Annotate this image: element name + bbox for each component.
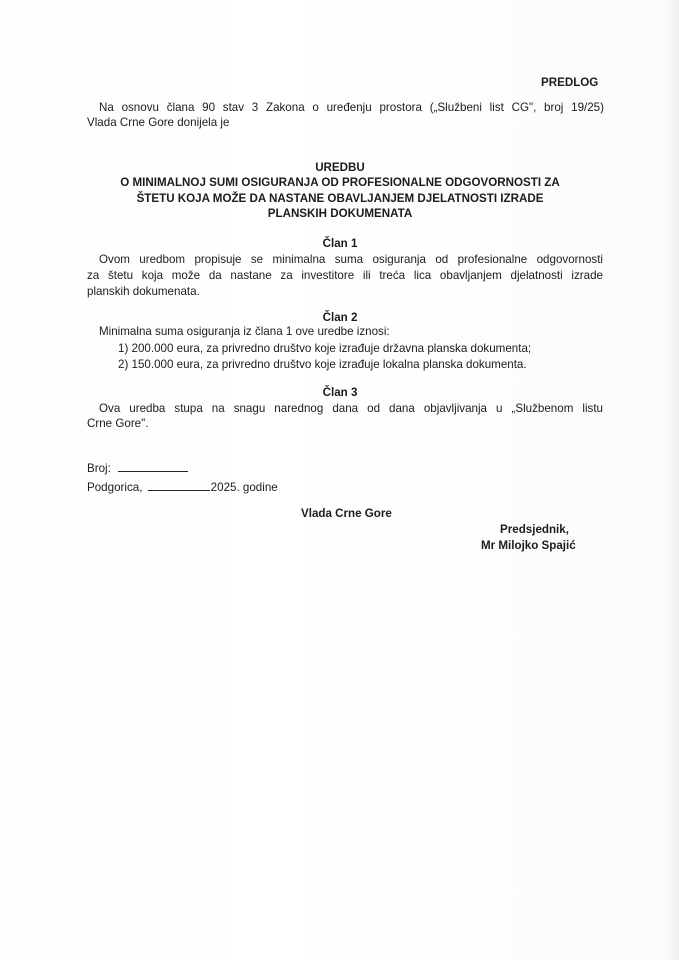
article-1-line-2: za štetu koja može da nastane za investitore ili treća lica obavljanjem djelatnosti izrade (87, 269, 603, 282)
signatory-title: Predsjednik, (500, 523, 569, 536)
article-3-line-2: Crne Gore". (87, 417, 149, 430)
broj-blank-line (118, 460, 188, 472)
broj-label: Broj: (87, 462, 111, 475)
title-line-2: O MINIMALNOJ SUMI OSIGURANJA OD PROFESIONALNE ODGOVORNOSTI ZA (120, 176, 560, 189)
scan-edge-shadow (665, 0, 679, 960)
government-label: Vlada Crne Gore (301, 507, 392, 520)
article-1-line-3: planskih dokumenata. (87, 285, 200, 298)
title-line-3: ŠTETU KOJA MOŽE DA NASTANE OBAVLJANJEM DJELATNOSTI IZRADE (136, 192, 544, 205)
article-2-item-1: 1) 200.000 eura, za privredno društvo koje izrađuje državna planska dokumenta; (118, 342, 532, 355)
intro-line-1: Na osnovu člana 90 stav 3 Zakona o uređenju prostora („Službeni list CG", broj 19/25) (99, 101, 604, 114)
article-2-line-1: Minimalna suma osiguranja iz člana 1 ove uredbe iznosi: (99, 325, 390, 338)
place-label: Podgorica, (87, 481, 143, 494)
date-row (87, 479, 278, 495)
article-2-heading: Član 2 (322, 311, 358, 324)
article-3-heading: Član 3 (322, 386, 358, 399)
article-1-heading: Član 1 (322, 237, 358, 250)
broj-row (87, 460, 188, 476)
date-blank-line (148, 479, 210, 491)
predlog-label: PREDLOG (541, 76, 599, 89)
article-1-line-1: Ovom uredbom propisuje se minimalna suma osiguranja od profesionalne odgovornosti (99, 253, 603, 266)
title-line-4: PLANSKIH DOKUMENATA (267, 207, 413, 220)
year-label: 2025. godine (210, 481, 278, 494)
signatory-name: Mr Milojko Spajić (481, 539, 576, 552)
article-3-line-1: Ova uredba stupa na snagu narednog dana od dana objavljivanja u „Službenom listu (99, 402, 603, 415)
article-2-item-2: 2) 150.000 eura, za privredno društvo koje izrađuje lokalna planska dokumenta. (118, 358, 527, 371)
intro-line-2: Vlada Crne Gore donijela je (87, 116, 230, 129)
title-line-1: UREDBU (315, 161, 365, 174)
